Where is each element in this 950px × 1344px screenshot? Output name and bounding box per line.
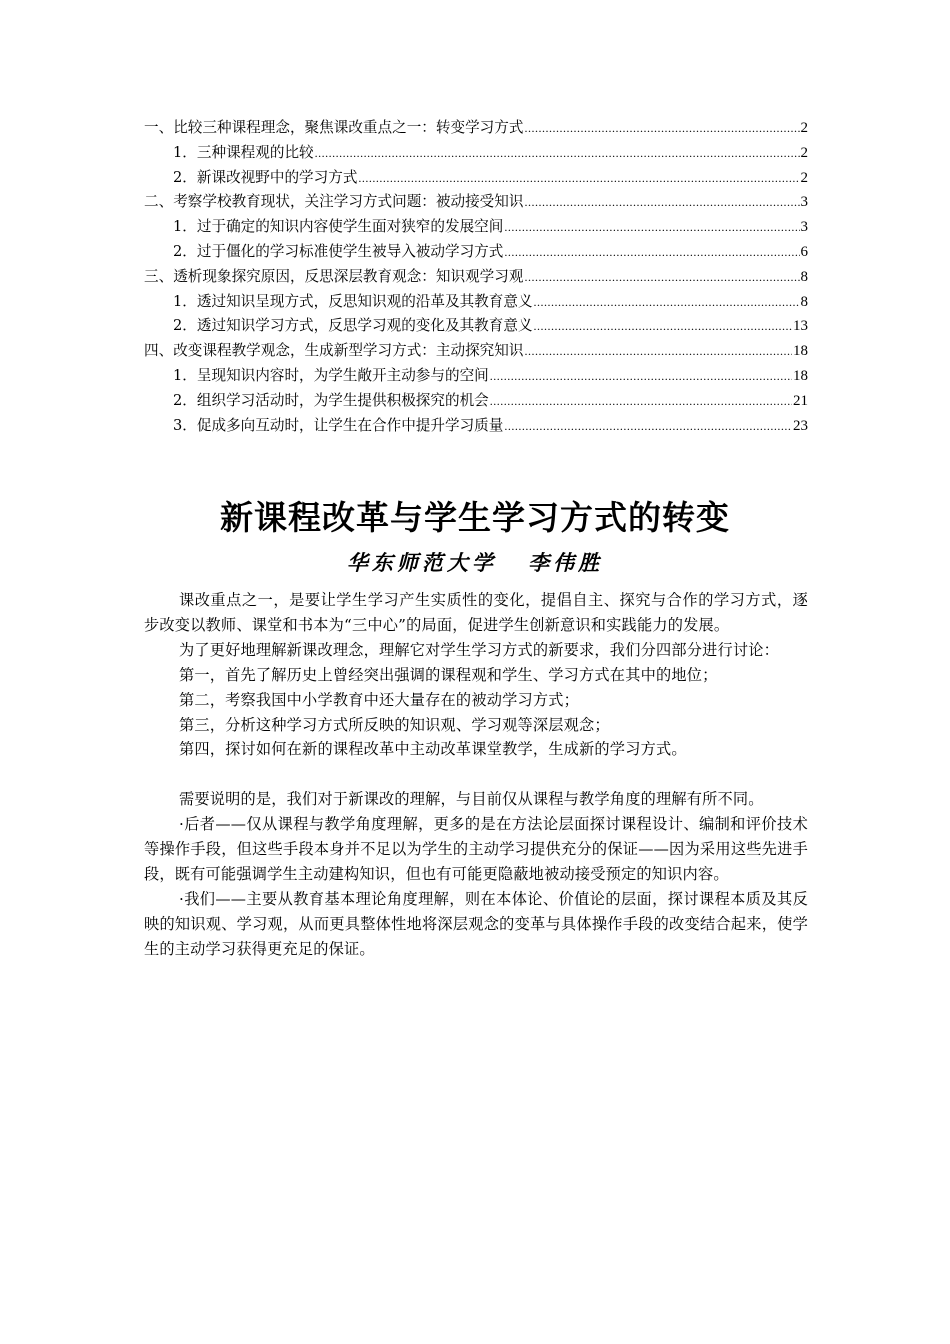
toc-entry[interactable] xyxy=(144,116,808,141)
toc-entry-text: 1．三种课程观的比较 xyxy=(173,143,314,161)
paragraph: 为了更好地理解新课改理念，理解它对学生学习方式的新要求，我们分四部分进行讨论： xyxy=(178,640,780,659)
toc-entry-text: 1．透过知识呈现方式，反思知识观的沿革及其教育意义 xyxy=(173,292,533,310)
toc-page-number: 6 xyxy=(800,243,808,260)
toc-entry-text: 1．过于确定的知识内容使学生面对狭窄的发展空间 xyxy=(173,218,504,236)
toc-entry-text: 1．呈现知识内容时，为学生敞开主动参与的空间 xyxy=(173,366,489,384)
toc-entry-text: 三、透析现象探究原因，反思深层教育观念：知识观学习观 xyxy=(144,267,524,285)
toc-entry-text: 2．透过知识学习方式，反思学习观的变化及其教育意义 xyxy=(173,317,533,335)
toc-leader-dots xyxy=(524,339,792,364)
paragraph: 第二，考察我国中小学教育中还大量存在的被动学习方式； xyxy=(178,690,580,709)
toc-leader-dots xyxy=(358,166,799,191)
toc-page-number: 18 xyxy=(793,343,808,360)
toc-page-number: 13 xyxy=(793,318,808,335)
paragraph: 第三，分析这种学习方式所反映的知识观、学习观等深层观念； xyxy=(178,715,610,734)
paragraph: 课改重点之一，是要让学生学习产生实质性的变化，提倡自主、探究与合作的学习方式，逐步改变以教师、课堂和书本为“三中心”的局面，促进学生创新意识和实践能力的发展。 xyxy=(144,591,808,634)
toc-entry-text: 二、考察学校教育现状，关注学习方式问题：被动接受知识 xyxy=(144,193,524,211)
toc-entry[interactable] xyxy=(144,215,808,240)
toc-entry[interactable] xyxy=(144,166,808,191)
toc-entry-text: 3．促成多向互动时，让学生在合作中提升学习质量 xyxy=(173,416,504,434)
toc-leader-dots xyxy=(315,141,800,166)
author-byline xyxy=(0,547,950,577)
paragraph: 需要说明的是，我们对于新课改的理解，与目前仅从课程与教学角度的理解有所不同。 xyxy=(178,790,764,809)
toc-leader-dots xyxy=(504,215,799,240)
toc-page-number: 3 xyxy=(800,219,808,236)
toc-entry[interactable] xyxy=(144,314,808,339)
toc-page-number: 2 xyxy=(800,120,808,136)
toc-entry-text: 2．组织学习活动时，为学生提供积极探究的机会 xyxy=(173,391,489,409)
toc-page-number: 23 xyxy=(793,417,808,434)
paragraph: 第一，首先了解历史上曾经突出强调的课程观和学生、学习方式在其中的地位； xyxy=(178,665,718,684)
toc-entry[interactable] xyxy=(144,339,808,364)
paragraph: ·后者——仅从课程与教学角度理解，更多的是在方法论层面探讨课程设计、编制和评价技术等操作手段，但这些手段本身并不足以为学生的主动学习提供充分的保证——因为采用这些先进手段，既有可能强调学生主动建构知识，但也有可能更隐蔽地被动接受预定的知识内容。 xyxy=(144,815,808,883)
toc-entry-text: 2．过于僵化的学习标准使学生被导入被动学习方式 xyxy=(173,242,504,260)
toc-page-number: 3 xyxy=(800,194,808,211)
body-text xyxy=(144,588,808,962)
toc-leader-dots xyxy=(490,364,792,389)
toc-page-number: 8 xyxy=(800,293,808,310)
author-name: 李伟胜 xyxy=(528,551,604,575)
table-of-contents xyxy=(144,116,808,438)
toc-page-number: 18 xyxy=(793,367,808,384)
toc-leader-dots xyxy=(504,240,799,265)
toc-entry[interactable] xyxy=(144,190,808,215)
toc-leader-dots xyxy=(490,389,792,414)
toc-entry-text: 2．新课改视野中的学习方式 xyxy=(173,168,358,186)
toc-page-number: 21 xyxy=(793,392,808,409)
paragraph: 第四，探讨如何在新的课程改革中主动改革课堂教学，生成新的学习方式。 xyxy=(178,740,687,759)
institution-name: 华东师范大学 xyxy=(346,551,497,575)
toc-entry[interactable] xyxy=(144,240,808,265)
toc-leader-dots xyxy=(524,116,799,141)
toc-leader-dots xyxy=(524,190,799,215)
toc-entry-text: 一、比较三种课程理念，聚焦课改重点之一：转变学习方式 xyxy=(144,119,524,136)
toc-page-number: 2 xyxy=(800,144,808,161)
document-title: 新课程改革与学生学习方式的转变 xyxy=(220,498,730,537)
toc-entry[interactable] xyxy=(144,141,808,166)
toc-entry[interactable] xyxy=(144,414,808,439)
toc-leader-dots xyxy=(534,314,792,339)
toc-leader-dots xyxy=(504,414,792,439)
toc-entry[interactable] xyxy=(144,265,808,290)
toc-leader-dots xyxy=(534,290,800,315)
toc-page-number: 2 xyxy=(800,169,808,186)
toc-entry[interactable] xyxy=(144,364,808,389)
toc-entry[interactable] xyxy=(144,290,808,315)
toc-entry-text: 四、改变课程教学观念，生成新型学习方式：主动探究知识 xyxy=(144,342,524,360)
toc-leader-dots xyxy=(524,265,799,290)
paragraph: ·我们——主要从教育基本理论角度理解，则在本体论、价值论的层面，探讨课程本质及其反映的知识观、学习观，从而更具整体性地将深层观念的变革与具体操作手段的改变结合起来，使学生的主动学习获得更充足的保证。 xyxy=(144,889,808,958)
toc-entry[interactable] xyxy=(144,389,808,414)
toc-page-number: 8 xyxy=(800,268,808,285)
